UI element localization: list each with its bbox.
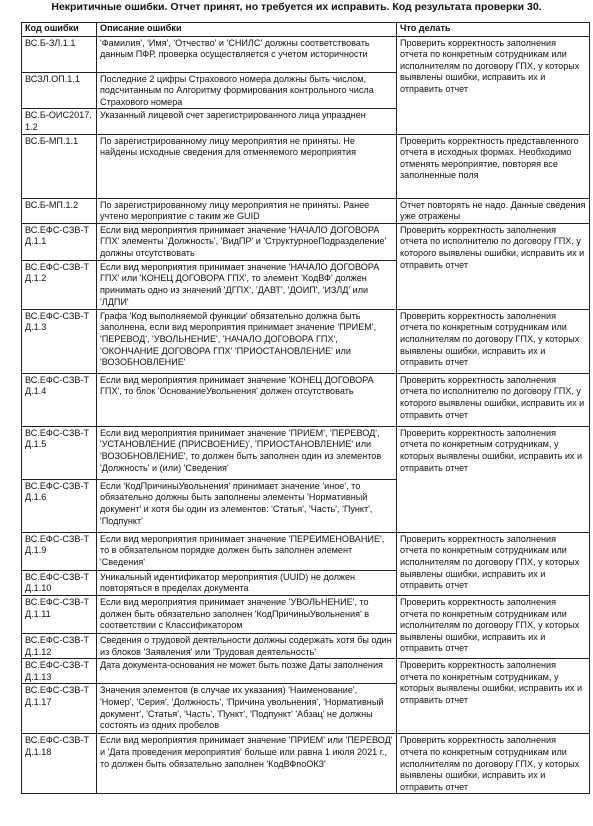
error-code: ВС.ЕФС-СЗВ-ТД.1.4	[22, 373, 97, 426]
error-code: ВС.ЕФС-СЗВ-ТД.1.3	[22, 309, 97, 373]
table-row	[22, 198, 590, 223]
action-text: Проверить корректность заполнения отчета по конкретным сотрудникам или исполнителям по договору ГПХ, у которых выявлены ошибки, исправить их и отправить отчет	[397, 532, 590, 595]
error-table	[21, 22, 590, 794]
error-code: ВС.ЕФС-СЗВ-ТД.1.2	[22, 260, 97, 309]
error-description: По зарегистрированному лицу мероприятия не приняты. Ранее учтено мероприятие с таким же GUID	[97, 198, 397, 223]
error-description: Последние 2 цифры Страхового номера должны быть числом, подсчитанным по Алгоритму формирования контрольного числа Страхового номера	[97, 72, 397, 109]
table-row	[22, 734, 590, 794]
action-text: Проверить корректность заполнения отчета по конкретным сотрудникам, у которых выявлены ошибки, исправить их и отправить отчет	[397, 659, 590, 734]
action-text: Проверить корректность заполнения отчета по исполнителю по договору ГПХ, у которого выявлены ошибки, исправить их и отправить отчет	[397, 223, 590, 309]
error-description: Если вид мероприятия принимает значение 'УВОЛЬНЕНИЕ', то должен быть обязательно заполнен 'КодПричиныУвольнения' в соответствии с Классификатором	[97, 595, 397, 633]
error-description: Сведения о трудовой деятельности должны содержать хотя бы один из блоков 'Заявления' или 'Трудовая деятельность'	[97, 633, 397, 658]
error-description: Уникальный идентификатор мероприятия (UUID) не должен повторяться в пределах документа	[97, 570, 397, 595]
error-code: ВС.ЕФС-СЗВ-ТД.1.17	[22, 684, 97, 734]
action-text: Проверить корректность представленного отчета в исходных формах. Необходимо отменять мероприятие, повторяя все заполненные поля	[397, 134, 590, 198]
error-description: Если вид мероприятия принимает значение 'НАЧАЛО ДОГОВОРА ГПХ' или 'КОНЕЦ ДОГОВОРА ГПХ', то элемент 'КодВФ' должен принимать одно из значений 'ДГПХ', 'ДАВТ', 'ДОИП', 'ИЗЛД' или 'ЛДПИ'	[97, 260, 397, 309]
error-code: ВС.ЕФС-СЗВ-ТД.1.1	[22, 223, 97, 260]
error-description: Дата документа-основания не может быть позже Даты заполнения	[97, 659, 397, 684]
header-description: Описание ошибки	[97, 23, 397, 37]
error-description: Если вид мероприятия принимает значение 'КОНЕЦ ДОГОВОРА ГПХ', то блок 'ОснованиеУвольнения' должен отсутствовать	[97, 373, 397, 426]
action-text: Проверить корректность заполнения отчета по конкретным сотрудникам или исполнителям по договору ГПХ, у которых выявлены ошибки, исправить их и отправить отчет	[397, 309, 590, 373]
action-text: Проверить корректность заполнения отчета по исполнителю по договору ГПХ, у которого выявлены ошибки, исправить их и отправить отчет	[397, 373, 590, 426]
table-row	[22, 373, 590, 426]
error-code: ВС.ЕФС-СЗВ-ТД.1.12	[22, 633, 97, 658]
error-code: ВС.Б-ЗЛ.1.1	[22, 36, 97, 72]
table-row	[22, 223, 590, 260]
error-description: Если вид мероприятия принимает значение 'ПРИЕМ' или 'ПЕРЕВОД' и 'Дата проведения мероприятия' больше или равна 1 июля 2021 г., то должен быть обязательно заполнен 'КодВФпоОКЗ'	[97, 734, 397, 794]
action-text: Проверить корректность заполнения отчета по конкретным сотрудникам или исполнителям по договору ГПХ, у которых выявлены ошибки, исправить их и отправить отчет	[397, 595, 590, 658]
error-description: Значения элементов (в случае их указания) 'Наименование', 'Номер', 'Серия', 'Должность', 'Причина увольнения', 'Нормативный документ', 'Статья', 'Часть', 'Пункт', 'Подпункт' 'Абзац' не должны состоять из одних пробелов	[97, 684, 397, 734]
table-row	[22, 309, 590, 373]
error-description: Если вид мероприятия принимает значение 'НАЧАЛО ДОГОВОРА ГПХ' элементы 'Должность', 'ВидПР' и 'СтруктурноеПодразделение' должны отсутствовать	[97, 223, 397, 260]
page-title: Некритичные ошибки. Отчет принят, но требуется их исправить. Код результата проверки 30.	[51, 1, 542, 13]
error-description: Если 'КодПричиныУвольнения' принимает значение 'иное', то обязательно должны быть заполнены элементы 'Нормативный документ' и хотя бы один из элементов: 'Статья', 'Часть', 'Пункт', 'Подпункт'	[97, 479, 397, 532]
error-code: ВСЗЛ.ОП.1.1	[22, 72, 97, 109]
error-code: ВС.ЕФС-СЗВ-ТД.1.10	[22, 570, 97, 595]
error-description: По зарегистрированному лицу мероприятия не приняты. Не найдены исходные сведения для отменяемого мероприятия	[97, 134, 397, 198]
error-code: ВС.ЕФС-СЗВ-ТД.1.9	[22, 532, 97, 570]
table-header-row	[22, 23, 590, 37]
error-code: ВС.ЕФС-СЗВ-ТД.1.6	[22, 479, 97, 532]
error-code: ВС.Б-ОИС2017.1.2	[22, 109, 97, 134]
error-code: ВС.ЕФС-СЗВ-ТД.1.5	[22, 426, 97, 479]
error-description: Если вид мероприятия принимает значение 'ПЕРЕИМЕНОВАНИЕ', то в обязательном порядке должен быть заполнен элемент 'Сведения'	[97, 532, 397, 570]
action-text: Проверить корректность заполнения отчета по конкретным сотрудникам, у которых выявлены ошибки, исправить их и отправить отчет	[397, 426, 590, 532]
table-row	[22, 595, 590, 633]
error-code: ВС.ЕФС-СЗВ-ТД.1.11	[22, 595, 97, 633]
action-text: Проверить корректность заполнения отчета по конкретным сотрудникам или исполнителям по договору ГПХ, у которых выявлены ошибки, исправить их и отправить отчет	[397, 734, 590, 794]
table-row	[22, 532, 590, 570]
header-action: Что делать	[397, 23, 590, 37]
table-row	[22, 659, 590, 684]
error-code: ВС.ЕФС-СЗВ-ТД.1.13	[22, 659, 97, 684]
table-row	[22, 426, 590, 479]
error-code: ВС.ЕФС-СЗВ-ТД.1.18	[22, 734, 97, 794]
error-code: ВС.Б-МП.1.1	[22, 134, 97, 198]
action-text: Отчет повторять не надо. Данные сведения уже отражены	[397, 198, 590, 223]
action-text: Проверить корректность заполнения отчета по конкретным сотрудникам или исполнителям по договору ГПХ, у которых выявлены ошибки, исправить их и отправить отчет	[397, 36, 590, 134]
table-row	[22, 134, 590, 198]
error-description: Если вид мероприятия принимает значение 'ПРИЕМ', 'ПЕРЕВОД', 'УСТАНОВЛЕНИЕ (ПРИСВОЕНИЕ)', 'ПРИОСТАНОВЛЕНИЕ' или 'ВОЗОБНОВЛЕНИЕ', то должен быть заполнен один из элементов 'Должность' и (или) 'Сведения'	[97, 426, 397, 479]
error-description: Графа 'Код выполняемой функции' обязательно должна быть заполнена, если вид мероприятия принимает значение 'ПРИЕМ', 'ПЕРЕВОД', 'УВОЛЬНЕНИЕ', 'НАЧАЛО ДОГОВОРА ГПХ', 'ОКОНЧАНИЕ ДОГОВОРА ГПХ' 'ПРИОСТАНОВЛЕНИЕ' или 'ВОЗОБНОВЛЕНИЕ'	[97, 309, 397, 373]
table-row	[22, 36, 590, 72]
error-code: ВС.Б-МП.1.2	[22, 198, 97, 223]
error-description: Указанный лицевой счет зарегистрированного лица упразднен	[97, 109, 397, 134]
error-description: 'Фамилия', 'Имя', 'Отчество' и 'СНИЛС' должны соответствовать данным ПФР, проверка осуществляется с учетом историчности	[97, 36, 397, 72]
header-code: Код ошибки	[22, 23, 97, 37]
